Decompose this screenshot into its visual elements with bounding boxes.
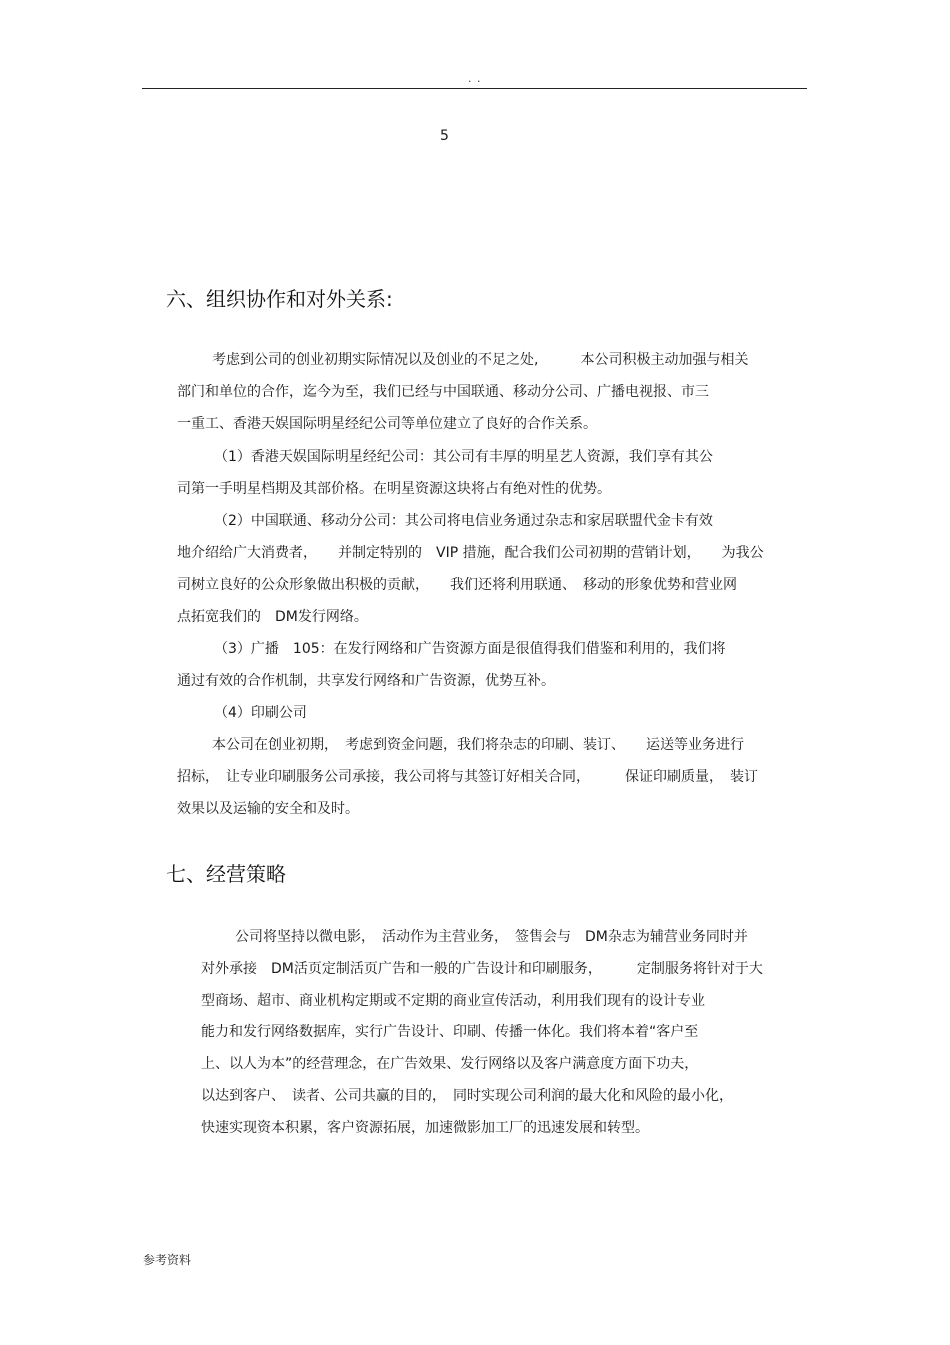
- header-dots: . .: [468, 72, 482, 85]
- paragraph-line: 型商场、超市、商业机构定期或不定期的商业宣传活动，利用我们现有的设计专业: [201, 993, 705, 1009]
- header-rule: [142, 88, 807, 89]
- paragraph-line: （3）广播 105：在发行网络和广告资源方面是很值得我们借鉴和利用的，我们将: [214, 641, 726, 657]
- paragraph-line: 能力和发行网络数据库，实行广告设计、印刷、传播一体化。我们将本着“客户至: [201, 1024, 699, 1040]
- footer-label: 参考资料: [143, 1253, 192, 1267]
- paragraph-line: 一重工、香港天娱国际明星经纪公司等单位建立了良好的合作关系。: [177, 416, 597, 432]
- paragraph-line: 以达到客户、 读者、公司共赢的目的， 同时实现公司利润的最大化和风险的最小化，: [201, 1088, 733, 1104]
- paragraph-line: 公司将坚持以微电影， 活动作为主营业务， 签售会与 DM杂志为辅营业务同时并: [235, 929, 748, 945]
- paragraph-line: 司树立良好的公众形象做出积极的贡献， 我们还将利用联通、 移动的形象优势和营业网: [177, 577, 737, 593]
- page-number: 5: [440, 128, 449, 144]
- paragraph-line: 通过有效的合作机制，共享发行网络和广告资源，优势互补。: [177, 673, 555, 689]
- paragraph-line: 对外承接 DM活页定制活页广告和一般的广告设计和印刷服务， 定制服务将针对于大: [201, 961, 763, 977]
- paragraph-line: 点拓宽我们的 DM发行网络。: [177, 609, 368, 625]
- paragraph-line: 效果以及运输的安全和及时。: [177, 801, 359, 817]
- paragraph-line: （2）中国联通、移动分公司：其公司将电信业务通过杂志和家居联盟代金卡有效: [214, 513, 713, 529]
- section-7-heading: 七、经营策略: [166, 862, 286, 886]
- paragraph-line: 招标， 让专业印刷服务公司承接，我公司将与其签订好相关合同， 保证印刷质量， 装订: [177, 769, 758, 785]
- paragraph-line: 考虑到公司的创业初期实际情况以及创业的不足之处, 本公司积极主动加强与相关: [212, 352, 749, 368]
- paragraph-line: 地介绍给广大消费者， 并制定特别的 VIP 措施，配合我们公司初期的营销计划， 为我公: [177, 545, 764, 561]
- paragraph-line: 部门和单位的合作，迄今为至，我们已经与中国联通、移动分公司、广播电视报、市三: [177, 384, 709, 400]
- paragraph-line: （1）香港天娱国际明星经纪公司：其公司有丰厚的明星艺人资源，我们享有其公: [214, 449, 713, 465]
- paragraph-line: 本公司在创业初期， 考虑到资金问题，我们将杂志的印刷、装订、 运送等业务进行: [212, 737, 744, 753]
- paragraph-line: 上、以人为本”的经营理念，在广告效果、发行网络以及客户满意度方面下功夫，: [201, 1056, 699, 1072]
- paragraph-line: 司第一手明星档期及其部价格。在明星资源这块将占有绝对性的优势。: [177, 481, 611, 497]
- section-6-heading: 六、组织协作和对外关系:: [166, 287, 393, 311]
- paragraph-line: （4）印刷公司: [214, 705, 307, 721]
- paragraph-line: 快速实现资本积累，客户资源拓展，加速微影加工厂的迅速发展和转型。: [201, 1120, 649, 1136]
